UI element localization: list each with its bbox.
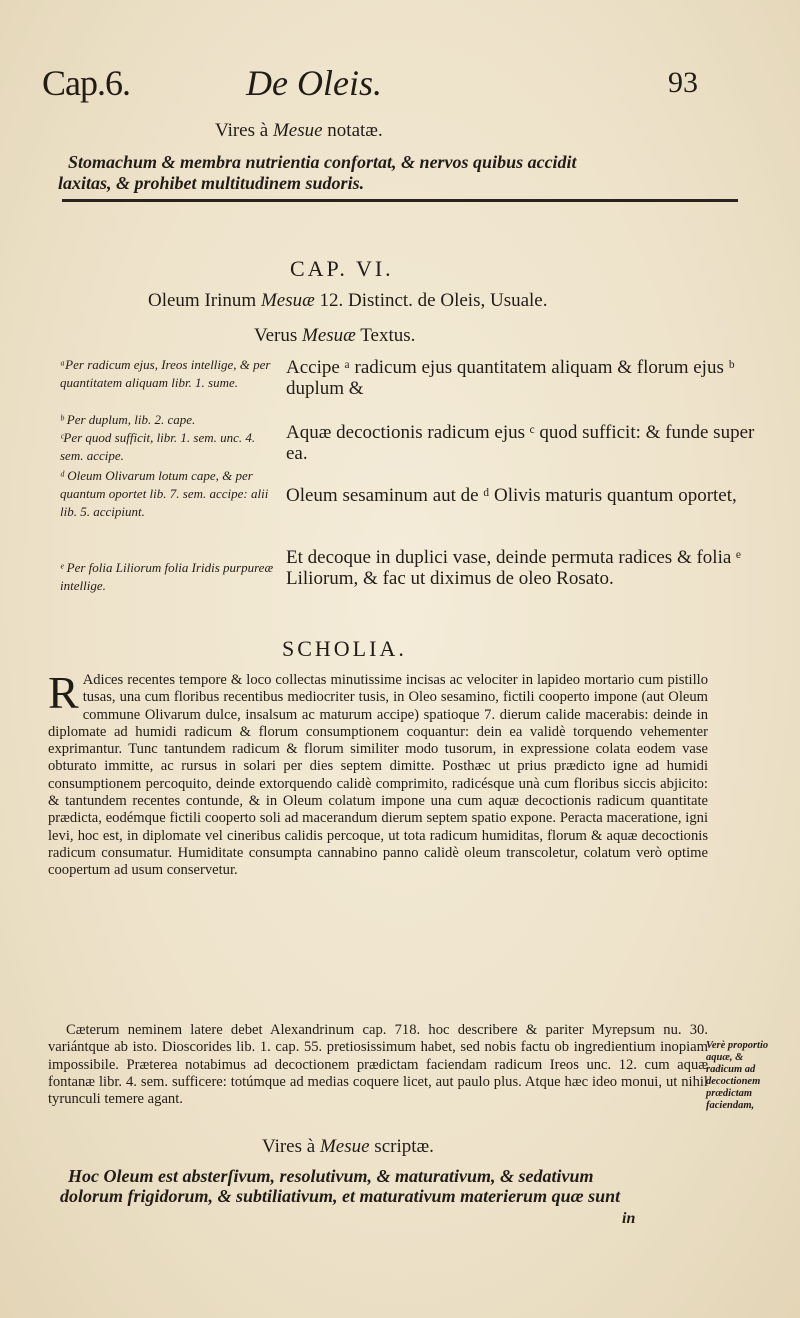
oleum-a: Oleum Irinum [148,290,257,311]
margin-note-a: ᵃPer radicum ejus, Ireos intellige, & per quantitatem aliquam libr. 1. sume. [60,357,271,390]
verus-textus-line [254,325,415,347]
vires2-c: scriptæ. [374,1136,434,1157]
side-note: Verè proportio aquæ, & radicum ad decoctionem prædictam faciendam, [706,1040,769,1111]
recipe-line-3: Oleum sesaminum aut de ᵈ Olivis maturis quantum oportet, [286,485,737,506]
oleum-c: 12. Distinct. de Oleis, Usuale. [319,290,548,311]
vires-end: notatæ. [327,120,383,141]
margin-note-c: ᶜPer quod sufficit, libr. 1. sem. unc. 4. sem. accipe. [60,430,256,463]
page-number: 93 [668,66,698,99]
oleum-b: Mesuæ [260,290,315,311]
running-title: De Oleis. [246,63,382,103]
verus-c: Textus. [360,325,416,346]
scholia-text-1: Adices recentes tempore & loco collectas minutissime incisas ac velociter in lapideo mortario cum pistillo tusas, una cum floribus recentibus mediocriter tusis, in Oleo sesamino, fictili cooperto impone (aut Oleum commune Olivarum dulce, insalsum ac maturum accipe) spatioque 7. dierum calide macerabis: deinde in diplomate ad humidi radicum & florum consumptionem coquantur: dein ea validè torquendo vehementer exprimantur. Tunc tantundem radicum & florum similiter modo tusorum, in expressione colata eodem vase obturato immitte, ac rursus in solari per dies septem dimitte. Posthæc ut prius prædicto igne ad humidi consumptionem percoquito, deinde extorquendo calidè comprimito, radicésque unà cum floribus siccis abjicito: & tantundem recentes contunde, & in Oleum colatum impone una cum aquæ decoctionis radicum quantitate prædicta, eodémque fictili cooperto soli ad macerandum dierum septem spatio expone. Peracta maceratione, igni levi, hoc est, in diplomate vel cineribus calidis percoque, ut tota radicum humiditas, florum & aquæ decoctionis radicum consumatur. Humiditate consumpta cannabino panno calidè oleum transcoletur, colatum verò optime coopertum ad usum conservetur. [48,672,708,879]
horizontal-rule [62,199,738,202]
catchword: in [622,1210,636,1227]
oleum-title-line [148,290,547,312]
vires-author: Mesue [272,120,323,141]
verus-a: Verus [254,325,298,346]
intro-line-1: Stomachum & membra nutrientia confortat, & nervos quibus accidit [68,152,577,172]
scholia-paragraph-2: Cæterum neminem latere debet Alexandrinum cap. 718. hoc describere & pariter Myrepsum nu. 30. variántque ab isto. Dioscorides lib. 1. cap. 55. pretiosissimum habet, sed nobis factu ob ingredientium inopiam impossibile. Præterea notabimus ad decoctionem prædictam faciendam radicum Ireos unc. 12. cum aquæ fontanæ libr. 4. sem. sufficere: totúmque ad medias coquere licet, aut paulo plus. Atque hæc ideo monui, ut nihil tyrunculi temere agant. [48,1022,708,1108]
closing-line-2: dolorum frigidorum, & subtiliativum, et maturativum materierum quæ sunt [60,1186,621,1206]
intro-line-2: laxitas, & prohibet multitudinem sudoris. [58,173,365,193]
vires-heading [215,120,383,142]
vires-scriptae-heading [262,1136,434,1158]
vires2-b: Mesue [319,1136,370,1157]
recipe-line-4: Et decoque in duplici vase, deinde permuta radices & folia ᵉ Liliorum, & fac ut diximus de oleo Rosato. [286,547,741,589]
vires-text: Vires à [215,120,269,141]
recipe-line-2: Aquæ decoctionis radicum ejus ᶜ quod sufficit: & funde super ea. [286,422,755,464]
closing-line-1: Hoc Oleum est absterſivum, resolutivum, & maturativum, & sedativum [68,1166,594,1186]
verus-b: Mesuæ [302,325,356,346]
scholia-heading: SCHOLIA. [282,636,407,661]
margin-note-b: ᵇ Per duplum, lib. 2. cape. [60,412,196,427]
drop-cap: R [48,667,79,718]
chapter-label: Cap.6. [42,63,130,103]
vires2-a: Vires à [262,1136,316,1157]
scholia-paragraph-1 [48,667,708,880]
recipe-line-1: Accipe ᵃ radicum ejus quantitatem aliquam & florum ejus ᵇ duplum & [286,357,735,399]
chapter-heading: CAP. VI. [290,256,394,281]
margin-note-d: ᵈ Oleum Olivarum lotum cape, & per quantum oportet lib. 7. sem. accipe: alii lib. 5. accipiunt. [60,468,269,519]
margin-note-e: ᵉ Per folia Liliorum folia Iridis purpureæ intellige. [60,560,274,593]
